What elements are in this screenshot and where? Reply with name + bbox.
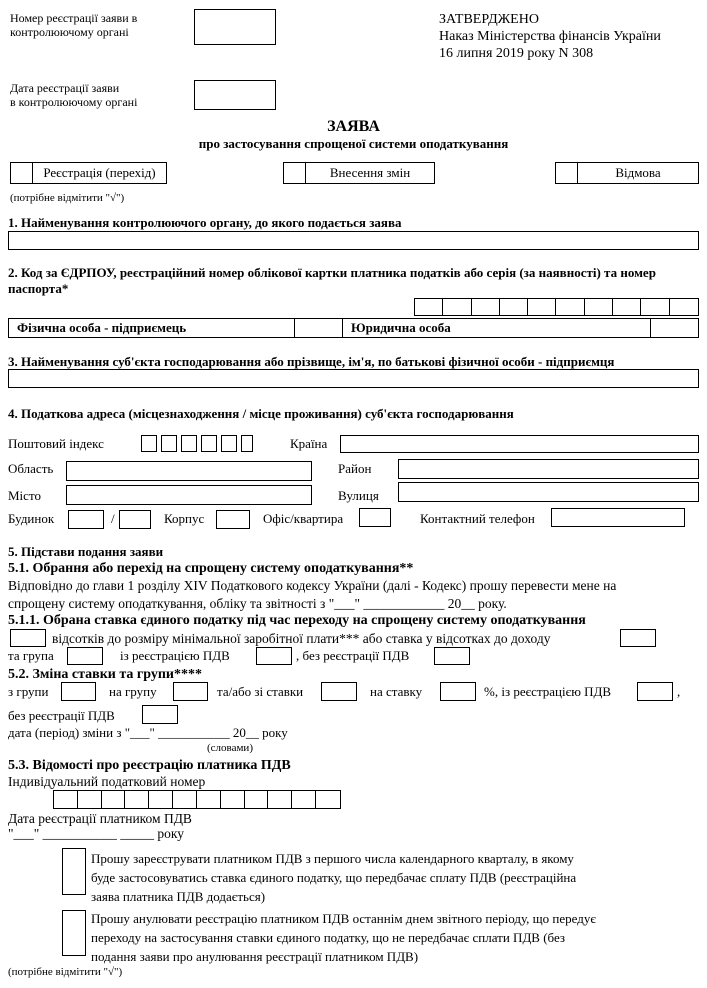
section51-text-line1: Відповідно до глави 1 розділу XIV Податкового кодексу України (далі - Кодекс) прошу перевести мене на [8, 578, 617, 593]
legal-entity-label: Юридична особа [343, 319, 651, 337]
page-title: ЗАЯВА [327, 118, 380, 135]
reg-number-label [10, 12, 137, 40]
itn-label: Індивідуальний податковий номер [8, 774, 206, 789]
individual-entrepreneur-label: Фізична особа - підприємець [9, 319, 295, 337]
request-register-checkbox[interactable] [62, 848, 86, 895]
postal-cell[interactable] [161, 435, 177, 452]
code-cell[interactable] [585, 299, 613, 315]
itn-cell[interactable] [245, 791, 269, 808]
group-field[interactable] [67, 647, 103, 665]
district-field[interactable] [398, 459, 699, 479]
phone-label: Контактний телефон [420, 511, 535, 526]
office-label: Офіс/квартира [263, 511, 344, 526]
option-amendment[interactable] [283, 162, 435, 184]
reg-date-label-line1: Дата реєстрації заяви [10, 81, 120, 95]
to-group-label: на групу [109, 684, 157, 699]
itn-cell[interactable] [78, 791, 102, 808]
section511-heading: 5.1.1. Обрана ставка єдиного податку під час переходу на спрощену систему оподаткування [8, 613, 586, 628]
request-register-line3: заява платника ПДВ додається) [91, 889, 266, 904]
section51-text-line2: спрощену систему оподаткування, обліку та звітності з "___" ____________ 20__ року. [8, 596, 507, 611]
order-date: 16 липня 2019 року N 308 [439, 46, 594, 61]
from-group-label: з групи [8, 684, 49, 699]
code-cell[interactable] [613, 299, 641, 315]
postal-cell[interactable] [141, 435, 157, 452]
street-field[interactable] [398, 482, 699, 502]
change-with-vat-label: %, із реєстрацією ПДВ [484, 684, 612, 699]
without-vat-field[interactable] [434, 647, 470, 665]
postal-code-label: Поштовий індекс [8, 436, 104, 451]
change-without-vat-label: без реєстрації ПДВ [8, 708, 115, 723]
entity-type-row [8, 318, 699, 338]
building-slash: / [111, 511, 115, 526]
order-line: Наказ Міністерства фінансів України [439, 29, 661, 44]
group-label: та група [8, 648, 54, 663]
change-date-text: дата (період) зміни з "___" ___________ 20__ року [8, 725, 288, 740]
section3-heading: 3. Найменування суб'єкта господарювання або прізвище, ім'я, по батькові фізичної особи - підприємця [8, 354, 615, 369]
postal-cell[interactable] [181, 435, 197, 452]
change-with-vat-field[interactable] [637, 682, 673, 701]
rate-percent-text: відсотків до розміру мінімальної заробітної плати*** або ставка у відсотках до доходу [52, 631, 551, 646]
itn-cell[interactable] [316, 791, 340, 808]
registration-checkbox[interactable] [11, 163, 33, 183]
from-rate-label: та/або зі ставки [217, 684, 304, 699]
district-label: Район [338, 461, 372, 476]
section2-heading-line2: паспорта* [8, 281, 69, 296]
country-field[interactable] [340, 435, 699, 453]
building-fraction-field[interactable] [119, 510, 151, 529]
section4-heading: 4. Податкова адреса (місцезнаходження / місце проживання) суб'єкта господарювання [8, 406, 514, 421]
code-cell[interactable] [500, 299, 528, 315]
code-cell[interactable] [670, 299, 698, 315]
request-cancel-text [91, 909, 596, 966]
request-cancel-checkbox[interactable] [62, 910, 86, 956]
itn-cell[interactable] [102, 791, 126, 808]
approved-label: ЗАТВЕРДЖЕНО [439, 12, 539, 27]
legal-entity-checkbox[interactable] [651, 319, 698, 337]
office-field[interactable] [359, 508, 391, 527]
vat-reg-date-label: Дата реєстрації платником ПДВ [8, 811, 192, 826]
reg-date-label [10, 82, 137, 110]
region-label: Область [8, 461, 54, 476]
rate-income-field[interactable] [620, 629, 656, 647]
with-vat-label: із реєстрацією ПДВ [120, 648, 230, 663]
entity-name-field[interactable] [8, 369, 699, 388]
with-vat-field[interactable] [256, 647, 292, 665]
code-cell[interactable] [415, 299, 443, 315]
amendment-label: Внесення змін [329, 165, 411, 180]
region-field[interactable] [66, 461, 312, 481]
from-group-field[interactable] [61, 682, 96, 701]
to-rate-label: на ставку [370, 684, 423, 699]
code-cell[interactable] [472, 299, 500, 315]
code-cell[interactable] [556, 299, 584, 315]
postal-cell[interactable] [201, 435, 217, 452]
itn-cell[interactable] [268, 791, 292, 808]
city-label: Місто [8, 488, 41, 503]
refusal-checkbox[interactable] [556, 163, 578, 183]
postal-code-cells[interactable] [141, 435, 253, 452]
block-label: Корпус [164, 511, 205, 526]
section5-heading: 5. Підстави подання заяви [8, 544, 164, 559]
reg-number-field[interactable] [194, 9, 276, 45]
tax-authority-field[interactable] [8, 231, 699, 250]
code-cell[interactable] [443, 299, 471, 315]
option-registration[interactable] [10, 162, 167, 184]
in-words-note: (словами) [207, 742, 253, 754]
code-cell[interactable] [641, 299, 669, 315]
from-rate-field[interactable] [321, 682, 357, 701]
amendment-checkbox[interactable] [284, 163, 306, 183]
request-cancel-line1: Прошу анулювати реєстрацію платником ПДВ останнім днем звітного періоду, що передує [91, 911, 596, 926]
option-refusal[interactable] [555, 162, 699, 184]
postal-cell[interactable] [241, 435, 253, 452]
itn-cell[interactable] [54, 791, 78, 808]
section51-heading: 5.1. Обрання або перехід на спрощену систему оподаткування** [8, 561, 414, 576]
vat-reg-date-value: "___" ___________ _____ року [8, 826, 185, 841]
request-cancel-line3: подання заяви про анулювання реєстрації платником ПДВ) [91, 949, 419, 964]
check-note-bottom: (потрібне відмітити "√") [8, 966, 123, 978]
itn-cell[interactable] [173, 791, 197, 808]
itn-cell[interactable] [197, 791, 221, 808]
request-register-line2: буде застосовуватись ставка єдиного податку, що передбачає сплату ПДВ (реєстраційна [91, 870, 577, 885]
country-label: Країна [290, 436, 328, 451]
approval-stamp [439, 11, 661, 62]
page-subtitle: про застосування спрощеної системи оподаткування [198, 136, 509, 151]
request-cancel-line2: переходу на застосування ставки єдиного податку, що не передбачає сплати ПДВ (без [91, 930, 566, 945]
section53-heading: 5.3. Відомості про реєстрацію платника ПДВ [8, 758, 291, 773]
building-label: Будинок [8, 511, 55, 526]
edrpou-code-cells[interactable] [414, 298, 699, 316]
itn-cell[interactable] [292, 791, 316, 808]
code-cell[interactable] [528, 299, 556, 315]
block-field[interactable] [216, 510, 250, 529]
street-label: Вулиця [338, 488, 379, 503]
reg-date-label-line2: в контролюючому органі [10, 94, 138, 109]
request-register-text [91, 849, 576, 906]
change-without-vat-field[interactable] [142, 705, 178, 724]
comma: , [677, 684, 681, 699]
to-rate-field[interactable] [440, 682, 476, 701]
refusal-label: Відмова [615, 165, 661, 180]
request-register-line1: Прошу зареєструвати платником ПДВ з першого числа календарного кварталу, в якому [91, 851, 574, 866]
section52-heading: 5.2. Зміна ставки та групи**** [8, 667, 202, 682]
individual-entrepreneur-checkbox[interactable] [295, 319, 343, 337]
to-group-field[interactable] [173, 682, 208, 701]
rate-min-wage-field[interactable] [10, 629, 46, 647]
phone-field[interactable] [551, 508, 685, 527]
building-field[interactable] [68, 510, 104, 529]
itn-cell[interactable] [125, 791, 149, 808]
reg-number-label-line2: контролюючому органі [10, 24, 129, 39]
reg-number-label-line1: Номер реєстрації заяви в [10, 11, 138, 25]
section1-heading: 1. Найменування контролюючого органу, до якого подається заява [8, 215, 402, 230]
reg-date-field[interactable] [194, 80, 276, 110]
without-vat-label: , без реєстрації ПДВ [296, 648, 410, 663]
itn-cells[interactable] [53, 790, 341, 809]
itn-cell[interactable] [221, 791, 245, 808]
postal-cell[interactable] [221, 435, 237, 452]
section2-heading-line1: 2. Код за ЄДРПОУ, реєстраційний номер облікової картки платника податків або серія (за наявності) та номер [8, 265, 656, 280]
city-field[interactable] [66, 485, 312, 505]
check-note: (потрібне відмітити "√") [10, 192, 125, 204]
registration-label: Реєстрація (перехід) [43, 165, 156, 180]
itn-cell[interactable] [149, 791, 173, 808]
